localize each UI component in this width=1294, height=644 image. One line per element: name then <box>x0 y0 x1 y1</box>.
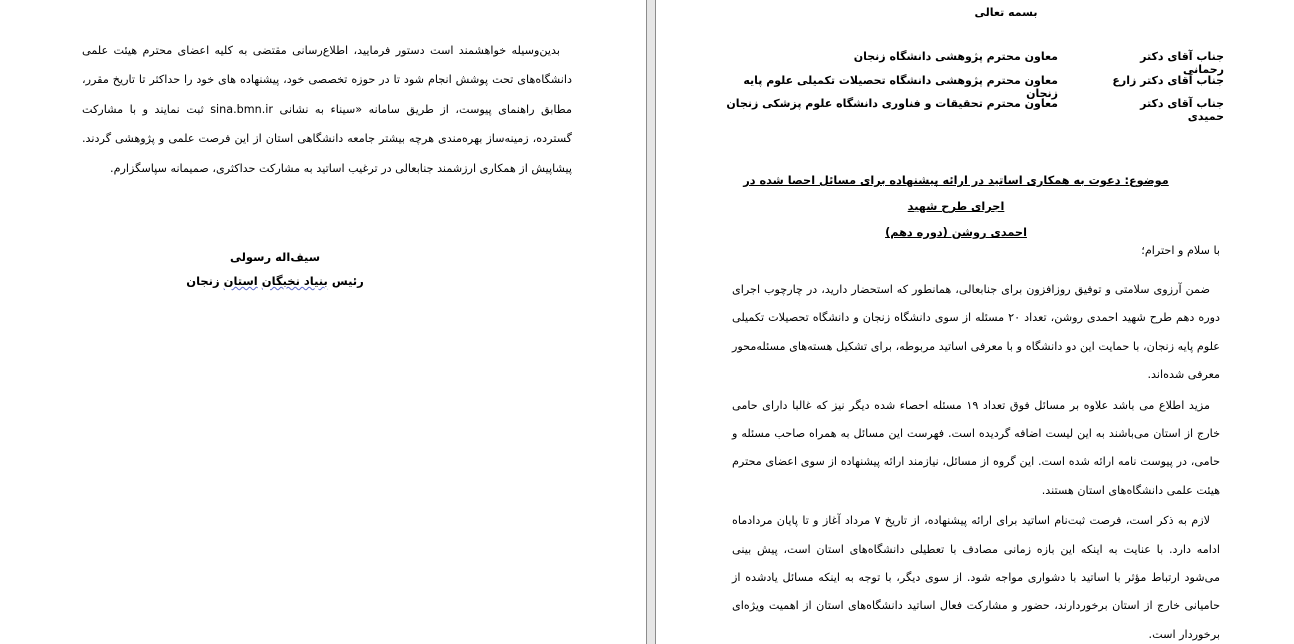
spellcheck-underlined-text: استان <box>223 274 258 288</box>
closing-paragraph: بدین‌وسیله خواهشمند است دستور فرمایید، اطلاع‌رسانی مقتضی به کلیه اعضای محترم هیئت علمی دانشگاه‌های تحت پوشش انجام شود تا در حوزه تخصصی خود، پیشنهاده های خود را حداکثر تا تاریخ مقرر، مطابق راهنمای پیوست، از طریق سامانه «سیناء به نشانی sina.bmn.ir ثبت نمایند و با مشارکت گسترده، زمینه‌ساز بهره‌مندی هرچه بیشتر جامعه دانشگاهی استان از این فرصت علمی و پژوهشی گردند. پیشاپیش از همکاری ارزشمند جنابعالی در ترغیب اساتید به مشارکت حداکثری، صمیمانه سپاسگزارم. <box>82 44 572 175</box>
letter-subject <box>736 168 1176 246</box>
recipient-role: معاون محترم تحقیقات و فناوری دانشگاه علوم پزشکی زنجان <box>726 97 1058 110</box>
letter-body <box>732 276 1220 644</box>
document-page-left <box>0 0 646 644</box>
document-page-right <box>656 0 1294 644</box>
letter-greeting: با سلام و احترام؛ <box>1141 244 1220 257</box>
recipient-row <box>656 97 1294 123</box>
page-separator <box>646 0 656 644</box>
body-paragraph: ضمن آرزوی سلامتی و توفیق روزافزون برای جنابعالی، همانطور که استحضار دارید، در چارچوب اجرای دوره دهم طرح شهید احمدی روشن، تعداد ۲۰ مسئله از سوی دانشگاه زنجان و دانشگاه تحصیلات تکمیلی علوم پایه زنجان، با حمایت این دو دانشگاه و با معرفی اساتید مربوطه، برای تشکیل هسته‌های مسئله‌محور معرفی شده‌اند. <box>732 283 1220 382</box>
recipient-name: جناب آقای دکتر زارع <box>1112 74 1224 87</box>
recipient-row <box>656 74 1294 100</box>
recipient-name: جناب آقای دکتر حمیدی <box>1140 97 1224 123</box>
signature-title-prefix: رئیس <box>331 274 364 288</box>
letter-heading: بسمه تعالی <box>974 6 1038 19</box>
recipient-role: معاون محترم پژوهشی دانشگاه زنجان <box>853 50 1058 63</box>
subject-line-1: موضوع: دعوت به همکاری اساتید در ارائه پیشنهاده برای مسائل احصا شده در اجرای طرح شهید <box>743 174 1169 213</box>
body-paragraph: لازم به ذکر است، فرصت ثبت‌نام اساتید برای ارائه پیشنهاده، از تاریخ ۷ مرداد آغاز و تا پایان مردادماه ادامه دارد. با عنایت به اینکه این بازه زمانی مصادف با تعطیلی دانشگاه‌های استان است، پیش بینی می‌شود ارتباط مؤثر با اساتید با دشواری مواجه شود. از سوی دیگر، با توجه به اینکه مسائل یادشده از حامیانی خارج از استان برخوردارند، حضور و مشارکت فعال اساتید دانشگاه‌های استان از اهمیت ویژه‌ای برخوردار است. <box>732 514 1220 641</box>
subject-line-2: احمدی روشن (دوره دهم) <box>885 226 1027 239</box>
spellcheck-underlined-text: بنیاد نخبگان <box>261 274 328 288</box>
letter-body-continued <box>82 36 572 183</box>
signature-title <box>150 274 400 288</box>
signature-title-suffix: زنجان <box>186 274 220 288</box>
recipient-name: جناب آقای دکتر رحمانی <box>1140 50 1224 76</box>
body-paragraph: مزید اطلاع می باشد علاوه بر مسائل فوق تعداد ۱۹ مسئله احصاء شده دیگر نیز که غالبا دارای حامی خارج از استان می‌باشند به این لیست اضافه گردیده است. فهرست این مسائل به همراه صاحب مسئله و حامی، در پیوست نامه ارائه شده است. این گروه از مسائل، نیازمند ارائه پیشنهاده از سوی اعضای محترم هیئت علمی دانشگاه‌های استان هستند. <box>732 398 1220 497</box>
recipient-row <box>656 50 1294 76</box>
signature-name: سیف‌اله رسولی <box>229 250 321 264</box>
recipient-role: معاون محترم پژوهشی دانشگاه تحصیلات تکمیلی علوم پایه زنجان <box>743 74 1058 100</box>
